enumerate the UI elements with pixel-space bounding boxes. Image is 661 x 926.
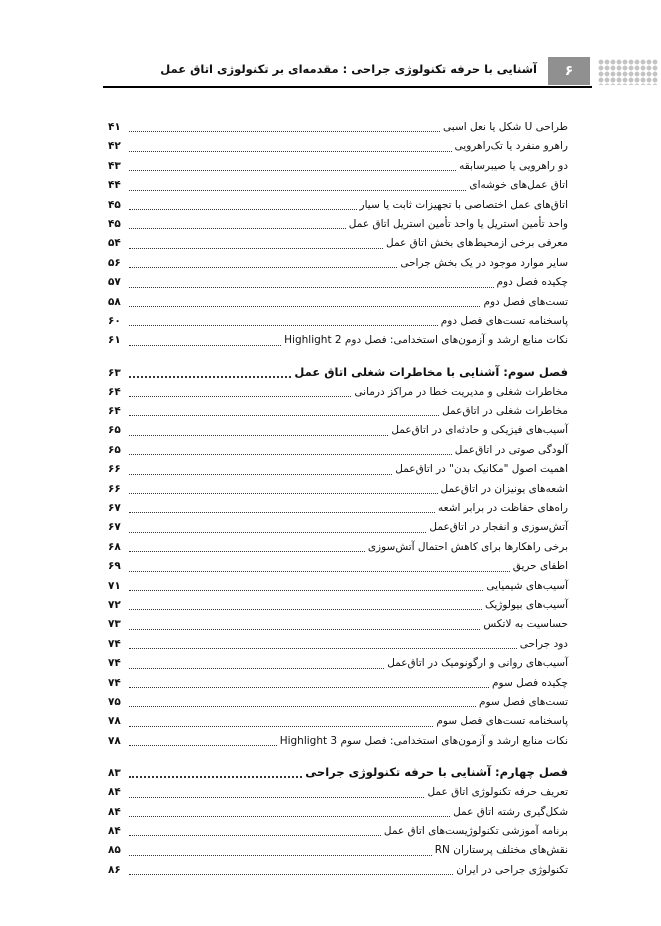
toc-entry-label: تعریف حرفه تکنولوژی اتاق عمل (427, 786, 568, 799)
toc-page-number: ۶۴ (108, 405, 121, 418)
toc-entry[interactable] (108, 402, 568, 421)
toc-entry[interactable] (108, 331, 568, 350)
toc-leader-dots (129, 228, 346, 229)
header-rule (103, 86, 592, 88)
toc-page-number: ۶۶ (108, 482, 121, 495)
toc-chapter-4[interactable] (108, 762, 568, 783)
toc-page-number: ۶۴ (108, 385, 121, 398)
toc-entry-label: طراحی U شکل یا نعل اسبی (443, 121, 568, 133)
toc-entry[interactable] (108, 460, 568, 479)
toc-entry[interactable] (108, 421, 568, 440)
toc-entry-label: تست‌های فصل دوم (483, 295, 568, 308)
toc-entry-label: آسیب‌های روانی و ارگونومیک در اتاق‌عمل (387, 657, 568, 670)
toc-leader-dots (129, 706, 476, 707)
toc-entry[interactable] (108, 674, 568, 693)
toc-leader-dots (129, 131, 440, 132)
toc-leader-dots (129, 454, 452, 455)
toc-leader-dots (129, 816, 450, 817)
toc-entry-label: چکیده فصل دوم (496, 276, 568, 289)
toc-entry[interactable] (108, 215, 568, 234)
toc-entry[interactable] (108, 176, 568, 195)
toc-entry[interactable] (108, 712, 568, 731)
toc-leader-dots (129, 609, 482, 610)
toc-page-number: ۶۷ (108, 521, 121, 534)
header-dot-pattern (598, 59, 658, 85)
toc-page-number: ۶۰ (108, 314, 121, 327)
toc-entry-label: راهرو منفرد یا تک‌راهرویی (454, 140, 568, 153)
toc-page-number: ۶۵ (108, 424, 121, 437)
toc-entry[interactable] (108, 196, 568, 215)
toc-entry-label: اتاق‌های عمل اختصاصی با تجهیزات ثابت یا سیار (359, 198, 568, 211)
toc-leader-dots (129, 435, 388, 436)
toc-entry-label: آتش‌سوزی و انفجار در اتاق‌عمل (429, 521, 568, 534)
toc-entry[interactable] (108, 383, 568, 402)
toc-chapter-3[interactable] (108, 362, 568, 383)
toc-page-number: ۸۴ (108, 824, 121, 837)
toc-section-chapter-2 (108, 118, 568, 351)
toc-entry-label: دو راهرویی یا صیبرسابقه (459, 159, 568, 172)
toc-page-number: ۷۵ (108, 695, 121, 708)
toc-page-number: ۴۳ (108, 159, 121, 172)
toc-leader-dots (129, 306, 480, 307)
toc-leader-dots (129, 874, 453, 875)
toc-leader-dots (129, 209, 357, 210)
toc-entry-label: آسیب‌های بیولوژیک (484, 598, 568, 611)
toc-entry-label: نقش‌های مختلف پرستاران RN (434, 844, 568, 857)
toc-leader-dots (129, 668, 384, 669)
toc-page-number: ۷۱ (108, 579, 121, 592)
toc-entry[interactable] (108, 635, 568, 654)
toc-entry-label: آسیب‌های فیزیکی و حادثه‌ای در اتاق‌عمل (391, 424, 568, 437)
toc-leader-dots (129, 493, 438, 494)
toc-leader-dots (129, 512, 435, 513)
toc-entry-label: سایر موارد موجود در یک بخش جراحی (400, 256, 568, 269)
toc-entry-label: معرفی برخی ازمحیط‌های بخش اتاق عمل (386, 237, 568, 250)
toc-entry[interactable] (108, 577, 568, 596)
toc-entry[interactable] (108, 273, 568, 292)
toc-leader-dots (129, 376, 291, 378)
toc-entry[interactable] (108, 118, 568, 137)
toc-entry[interactable] (108, 293, 568, 312)
toc-page-number: ۴۴ (108, 179, 121, 192)
toc-page-number: ۷۴ (108, 676, 121, 689)
toc-page-number: ۷۸ (108, 734, 121, 747)
toc-leader-dots (129, 590, 483, 591)
toc-page-number: ۴۱ (108, 121, 121, 133)
toc-page-number: ۷۳ (108, 618, 121, 631)
toc-entry[interactable] (108, 822, 568, 841)
page-number: ۶ (548, 57, 590, 85)
toc-leader-dots (129, 745, 277, 746)
toc-entry[interactable] (108, 157, 568, 176)
toc-leader-dots (129, 170, 456, 171)
toc-entry[interactable] (108, 654, 568, 673)
toc-entry-label: آسیب‌های شیمیایی (486, 579, 568, 592)
toc-entry-label: تکنولوژی جراحی در ایران (456, 863, 568, 876)
toc-entry-label: تست‌های فصل سوم (478, 695, 568, 708)
toc-entry-label: آلودگی صوتی در اتاق‌عمل (454, 443, 568, 456)
toc-leader-dots (129, 474, 392, 475)
toc-entry-label: اشعه‌های یونیزان در اتاق‌عمل (440, 482, 568, 495)
toc-page-number: ۷۲ (108, 598, 121, 611)
toc-entry[interactable] (108, 557, 568, 576)
toc-page-number: ۶۷ (108, 502, 121, 515)
toc-leader-dots (129, 687, 489, 688)
toc-entry-label: اتاق عمل‌های خوشه‌ای (469, 179, 568, 192)
toc-page-number: ۸۴ (108, 805, 121, 818)
toc-chapter-label: فصل سوم: آشنایی با مخاطرات شغلی اتاق عمل (294, 364, 568, 379)
toc-entry-label: راه‌های حفاظت در برابر اشعه (438, 502, 568, 515)
toc-entry-label: حساسیت به لاتکس (483, 618, 568, 631)
toc-leader-dots (129, 190, 466, 191)
toc-leader-dots (129, 325, 438, 326)
toc-leader-dots (129, 551, 365, 552)
toc-leader-dots (129, 648, 517, 649)
toc-entry[interactable] (108, 441, 568, 460)
toc-entry[interactable] (108, 234, 568, 253)
toc-leader-dots (129, 287, 494, 288)
toc-entry[interactable] (108, 480, 568, 499)
toc-entry[interactable] (108, 499, 568, 518)
toc-page-number: ۶۳ (108, 366, 121, 379)
toc-entry[interactable] (108, 861, 568, 880)
toc-leader-dots (129, 571, 510, 572)
toc-page-number: ۶۱ (108, 334, 121, 347)
toc-page-number: ۸۴ (108, 786, 121, 799)
toc-entry-label: نکات منابع ارشد و آزمون‌های استخدامی: فصل سوم Highlight 3 (279, 734, 568, 747)
toc-entry[interactable] (108, 538, 568, 557)
toc-page-number: ۴۵ (108, 217, 121, 230)
toc-page-number: ۷۴ (108, 657, 121, 670)
toc-entry[interactable] (108, 596, 568, 615)
toc-leader-dots (129, 415, 439, 416)
toc-page-number: ۶۹ (108, 560, 121, 573)
page-header (0, 57, 661, 89)
toc-leader-dots (129, 532, 426, 533)
toc-entry-label: پاسخنامه تست‌های فصل دوم (440, 314, 568, 327)
toc-section-chapter-4 (108, 783, 568, 880)
toc-entry[interactable] (108, 254, 568, 273)
toc-entry-label: واحد تأمین استریل یا واحد تأمین استریل اتاق عمل (348, 217, 568, 230)
toc-entry-label: پاسخنامه تست‌های فصل سوم (436, 715, 568, 728)
toc-entry-label: چکیده فصل سوم (492, 676, 568, 689)
toc-entry[interactable] (108, 732, 568, 751)
toc-leader-dots (129, 835, 381, 836)
toc-leader-dots (129, 776, 302, 778)
toc-entry-label: دود جراحی (519, 637, 568, 650)
toc-entry[interactable] (108, 693, 568, 712)
toc-entry-label: برنامه آموزشی تکنولوژیست‌های اتاق عمل (383, 824, 568, 837)
toc-entry-label: اطفای حریق (512, 560, 568, 573)
toc-entry[interactable] (108, 312, 568, 331)
toc-entry-label: شکل‌گیری رشته اتاق عمل (453, 805, 568, 818)
toc-page-number: ۵۸ (108, 295, 121, 308)
toc-leader-dots (129, 855, 432, 856)
toc-page-number: ۶۵ (108, 443, 121, 456)
toc-leader-dots (129, 345, 281, 346)
toc-leader-dots (129, 396, 351, 397)
toc-entry[interactable] (108, 615, 568, 634)
toc-entry-label: مخاطرات شغلی و مدیریت خطا در مراکز درمانی (354, 385, 568, 398)
toc-entry-label: مخاطرات شغلی در اتاق‌عمل (442, 405, 568, 418)
toc-page-number: ۴۲ (108, 140, 121, 153)
toc-page-number: ۸۳ (108, 767, 121, 780)
toc-page-number: ۵۴ (108, 237, 121, 250)
toc-page-number: ۴۵ (108, 198, 121, 211)
toc-entry[interactable] (108, 518, 568, 537)
toc-entry-label: اهمیت اصول "مکانیک بدن" در اتاق‌عمل (395, 463, 568, 476)
toc-leader-dots (129, 629, 480, 630)
toc-chapter-label: فصل چهارم: آشنایی با حرفه تکنولوژی جراحی (305, 765, 568, 780)
toc-page-number: ۸۶ (108, 863, 121, 876)
toc-leader-dots (129, 726, 433, 727)
toc-page-number: ۷۴ (108, 637, 121, 650)
running-title: آشنایی با حرفه تکنولوژی جراحی : مقدمه‌ای بر تکنولوژی اتاق عمل (160, 62, 537, 76)
toc-leader-dots (129, 267, 397, 268)
toc-page-number: ۵۷ (108, 276, 121, 289)
toc-page-number: ۵۶ (108, 256, 121, 269)
toc-page-number: ۸۵ (108, 844, 121, 857)
toc-page-number: ۶۶ (108, 463, 121, 476)
toc-entry[interactable] (108, 841, 568, 860)
toc-leader-dots (129, 248, 383, 249)
toc-page-number: ۶۸ (108, 540, 121, 553)
toc-entry[interactable] (108, 137, 568, 156)
toc-leader-dots (129, 151, 452, 152)
toc-section-chapter-3 (108, 383, 568, 751)
toc-page-number: ۷۸ (108, 715, 121, 728)
toc-entry-label: برخی راهکارها برای کاهش احتمال آتش‌سوزی (367, 540, 568, 553)
toc-leader-dots (129, 797, 424, 798)
table-of-contents (108, 118, 568, 880)
toc-entry[interactable] (108, 783, 568, 802)
toc-entry-label: نکات منابع ارشد و آزمون‌های استخدامی: فصل دوم Highlight 2 (284, 334, 568, 347)
toc-entry[interactable] (108, 803, 568, 822)
